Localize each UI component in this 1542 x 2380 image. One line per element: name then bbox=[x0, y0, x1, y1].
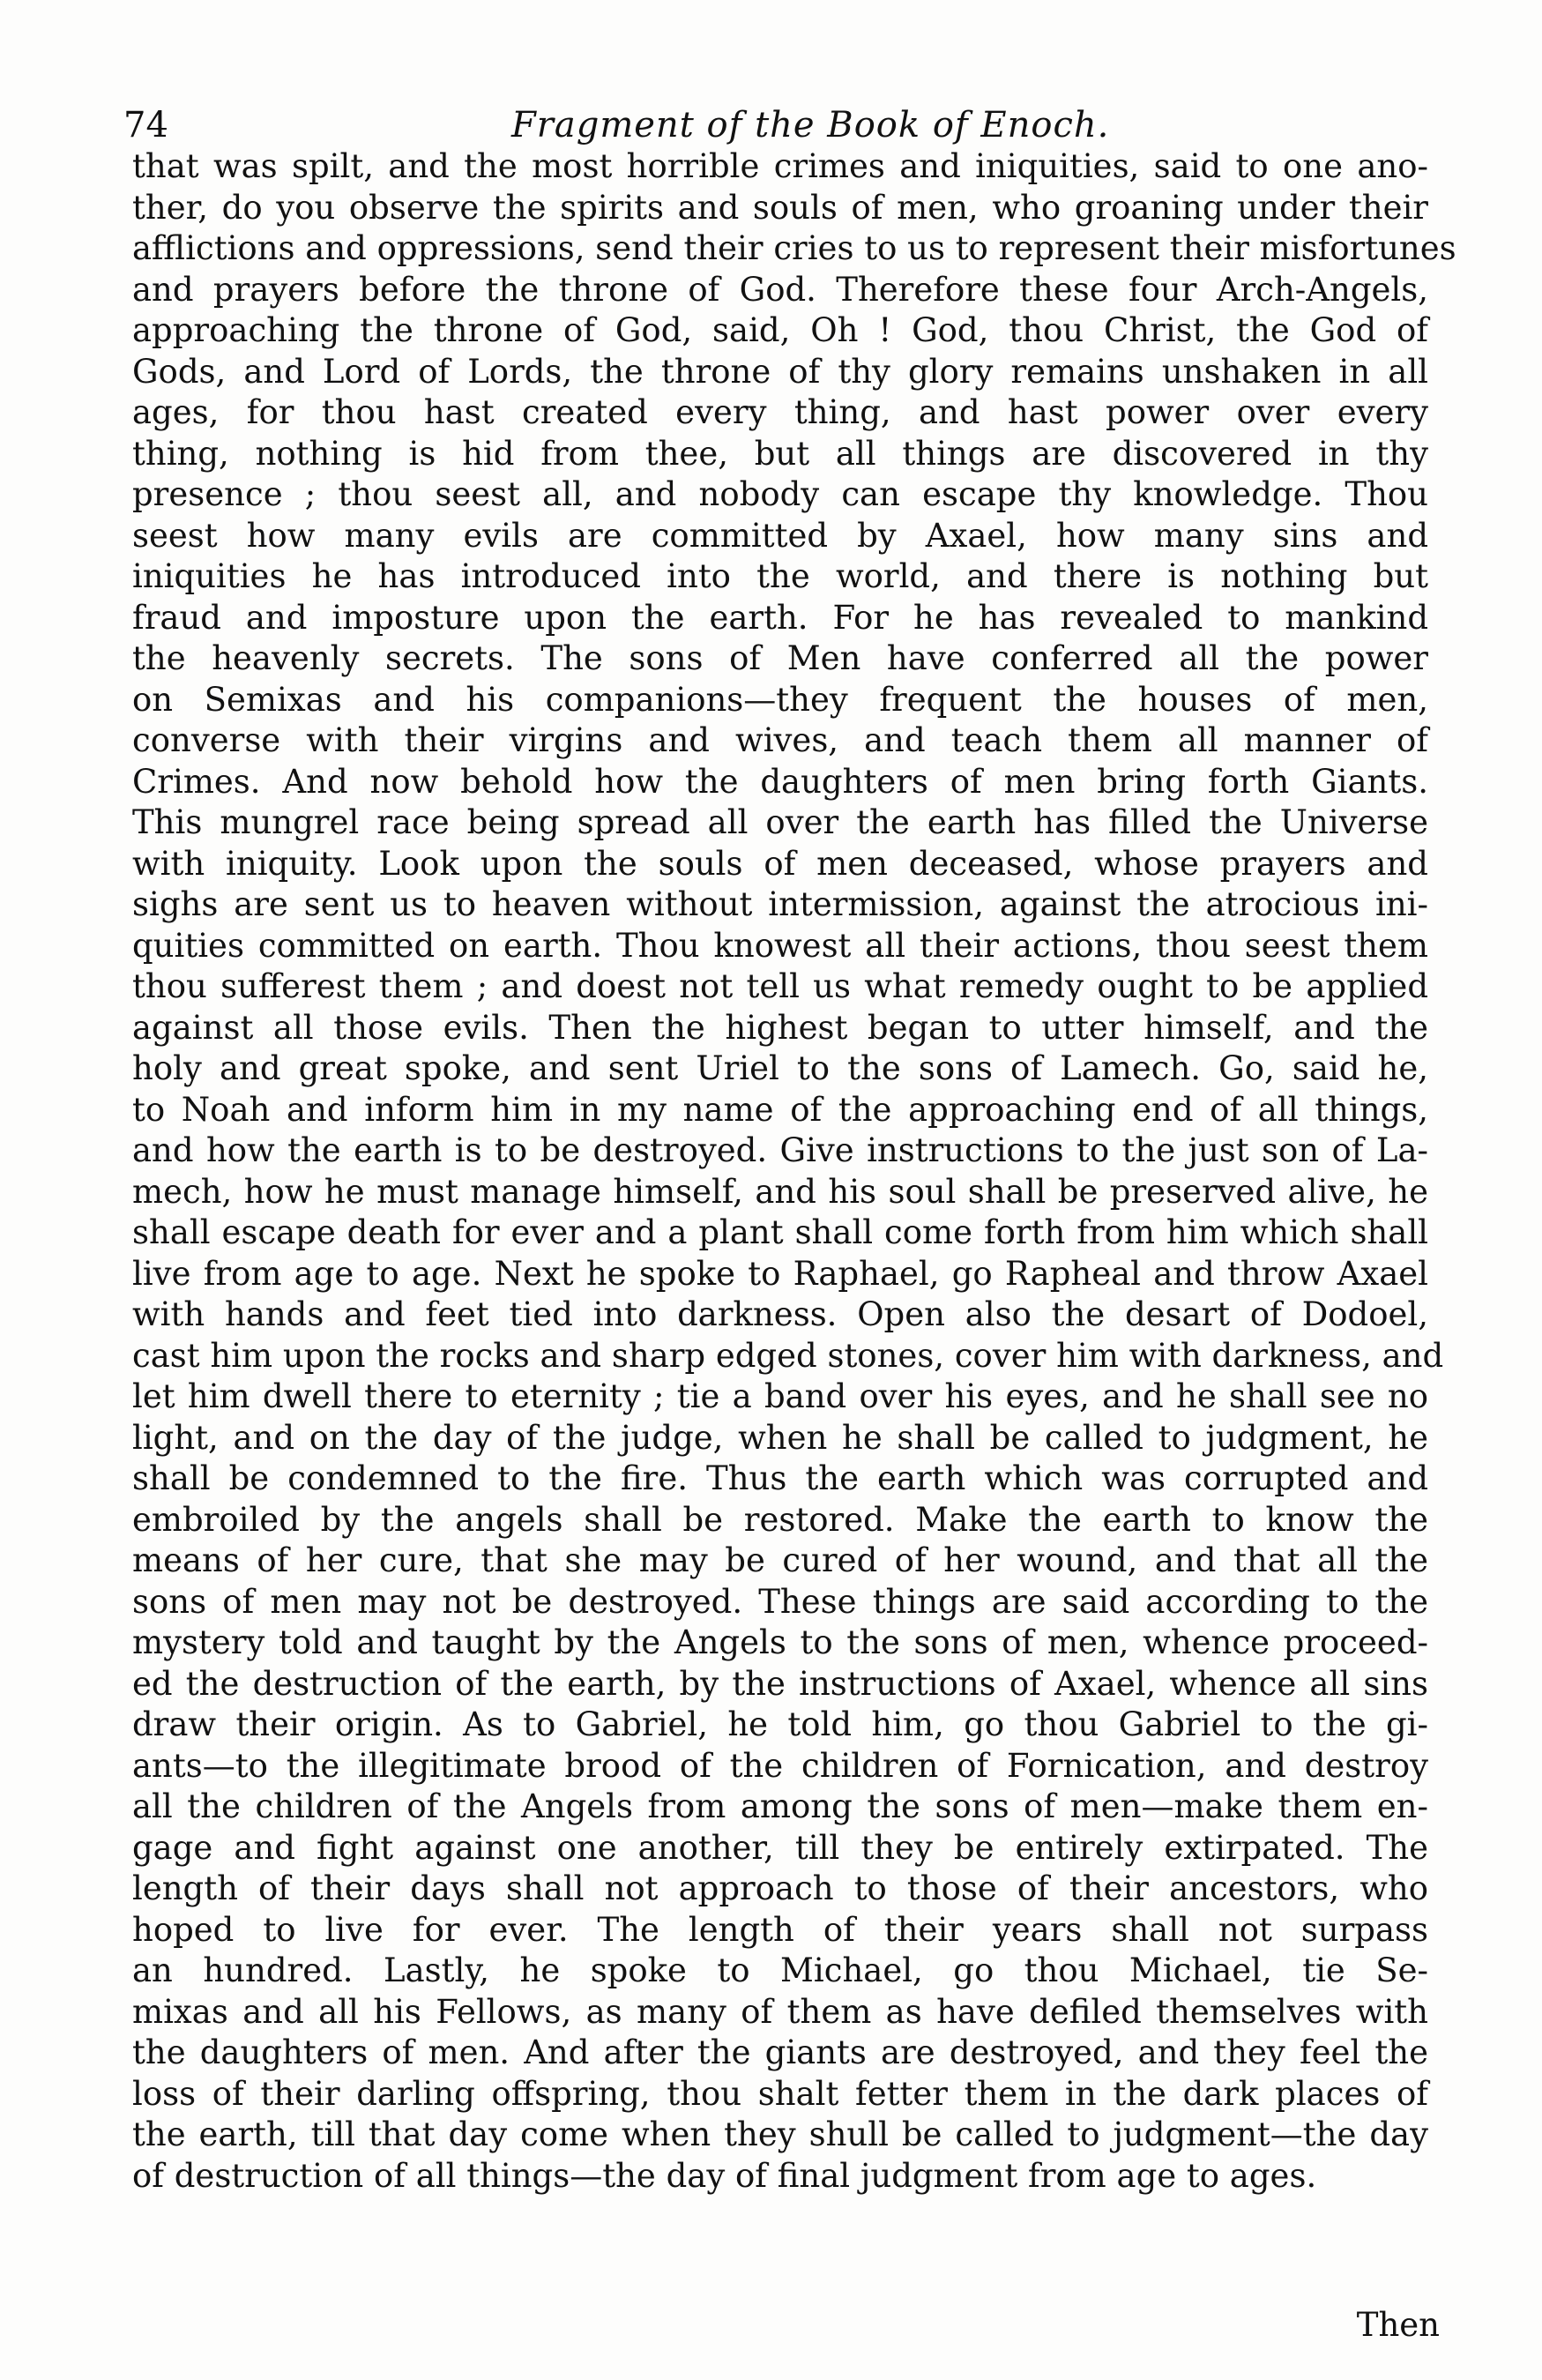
text-line: sons of men may not be destroyed. These things are said according to the bbox=[132, 1582, 1428, 1621]
text-line: presence ; thou seest all, and nobody can escape thy knowledge. Thou bbox=[132, 475, 1428, 513]
text-line: cast him upon the rocks and sharp edged stones, cover him with darkness, and bbox=[132, 1336, 1444, 1375]
text-line: Crimes. And now behold how the daughters of men bring forth Giants. bbox=[132, 762, 1428, 801]
text-line: mixas and all his Fellows, as many of them as have defiled themselves with bbox=[132, 1992, 1428, 2031]
text-line: against all those evils. Then the highest began to utter himself, and the bbox=[132, 1008, 1428, 1047]
text-line: and prayers before the throne of God. Therefore these four Arch-Angels, bbox=[132, 270, 1428, 309]
text-line: shall be condemned to the fire. Thus the earth which was corrupted and bbox=[132, 1459, 1428, 1497]
text-line: length of their days shall not approach to those of their ancestors, who bbox=[132, 1869, 1428, 1907]
text-line: This mungrel race being spread all over the earth has filled the Universe bbox=[132, 803, 1428, 841]
text-line: approaching the throne of God, said, Oh ! God, thou Christ, the God of bbox=[132, 311, 1428, 349]
text-line: seest how many evils are committed by Axael, how many sins and bbox=[132, 516, 1428, 555]
text-line: ther, do you observe the spirits and souls of men, who groaning under their bbox=[132, 188, 1428, 227]
text-line: ants—to the illegitimate brood of the children of Fornication, and destroy bbox=[132, 1746, 1428, 1785]
text-line: light, and on the day of the judge, when he shall be called to judgment, he bbox=[132, 1418, 1428, 1457]
text-line: sighs are sent us to heaven without intermission, against the atrocious ini- bbox=[132, 885, 1428, 923]
page-header bbox=[123, 99, 1428, 152]
text-line: thou sufferest them ; and doest not tell us what remedy ought to be applied bbox=[132, 967, 1428, 1005]
text-line: with iniquity. Look upon the souls of men deceased, whose prayers and bbox=[132, 844, 1428, 883]
text-line: fraud and imposture upon the earth. For he has revealed to mankind bbox=[132, 598, 1428, 637]
text-line: quities committed on earth. Thou knowest all their actions, thou seest them bbox=[132, 926, 1428, 965]
text-line: loss of their darling offspring, thou shalt fetter them in the dark places of bbox=[132, 2074, 1428, 2113]
text-line: ages, for thou hast created every thing, and hast power over every bbox=[132, 393, 1428, 431]
text-line: that was spilt, and the most horrible crimes and iniquities, said to one ano- bbox=[132, 147, 1428, 185]
text-line: the heavenly secrets. The sons of Men have conferred all the power bbox=[132, 639, 1428, 677]
text-line: mystery told and taught by the Angels to the sons of men, whence proceed- bbox=[132, 1623, 1428, 1661]
text-line: holy and great spoke, and sent Uriel to the sons of Lamech. Go, said he, bbox=[132, 1049, 1428, 1087]
text-line: the earth, till that day come when they shull be called to judgment—the day bbox=[132, 2115, 1428, 2153]
text-line: of destruction of all things—the day of final judgment from age to ages. bbox=[132, 2156, 1317, 2195]
catchword: Then bbox=[1356, 2306, 1440, 2344]
text-line: on Semixas and his companions—they frequent the houses of men, bbox=[132, 680, 1428, 719]
text-line: to Noah and inform him in my name of the approaching end of all things, bbox=[132, 1090, 1428, 1129]
text-line: the daughters of men. And after the giants are destroyed, and they feel the bbox=[132, 2033, 1428, 2071]
text-line: afflictions and oppressions, send their cries to us to represent their misfortunes bbox=[132, 229, 1456, 267]
text-line: gage and fight against one another, till they be entirely extirpated. The bbox=[132, 1828, 1428, 1867]
text-line: means of her cure, that she may be cured of her wound, and that all the bbox=[132, 1541, 1428, 1579]
text-line: hoped to live for ever. The length of their years shall not surpass bbox=[132, 1910, 1428, 1949]
text-line: ed the destruction of the earth, by the instructions of Axael, whence all sins bbox=[132, 1664, 1428, 1703]
text-line: mech, how he must manage himself, and his soul shall be preserved alive, he bbox=[132, 1172, 1428, 1211]
page-number: 74 bbox=[123, 105, 168, 145]
text-line: and how the earth is to be destroyed. Give instructions to the just son of La- bbox=[132, 1131, 1428, 1169]
running-head: Fragment of the Book of Enoch. bbox=[511, 105, 1110, 145]
text-line: with hands and feet tied into darkness. Open also the desart of Dodoel, bbox=[132, 1295, 1428, 1333]
text-line: converse with their virgins and wives, and teach them all manner of bbox=[132, 721, 1428, 759]
body-text bbox=[132, 146, 1456, 2197]
text-line: shall escape death for ever and a plant shall come forth from him which shall bbox=[132, 1213, 1428, 1251]
text-line: live from age to age. Next he spoke to Raphael, go Rapheal and throw Axael bbox=[132, 1254, 1428, 1293]
text-line: all the children of the Angels from among the sons of men—make them en- bbox=[132, 1787, 1428, 1825]
text-line: let him dwell there to eternity ; tie a band over his eyes, and he shall see no bbox=[132, 1377, 1428, 1415]
text-line: thing, nothing is hid from thee, but all things are discovered in thy bbox=[132, 434, 1428, 473]
text-line: Gods, and Lord of Lords, the throne of thy glory remains unshaken in all bbox=[132, 352, 1428, 391]
text-line: embroiled by the angels shall be restored. Make the earth to know the bbox=[132, 1500, 1428, 1539]
text-line: iniquities he has introduced into the world, and there is nothing but bbox=[132, 557, 1428, 595]
text-line: an hundred. Lastly, he spoke to Michael, go thou Michael, tie Se- bbox=[132, 1951, 1428, 1989]
text-line: draw their origin. As to Gabriel, he told him, go thou Gabriel to the gi- bbox=[132, 1705, 1428, 1743]
